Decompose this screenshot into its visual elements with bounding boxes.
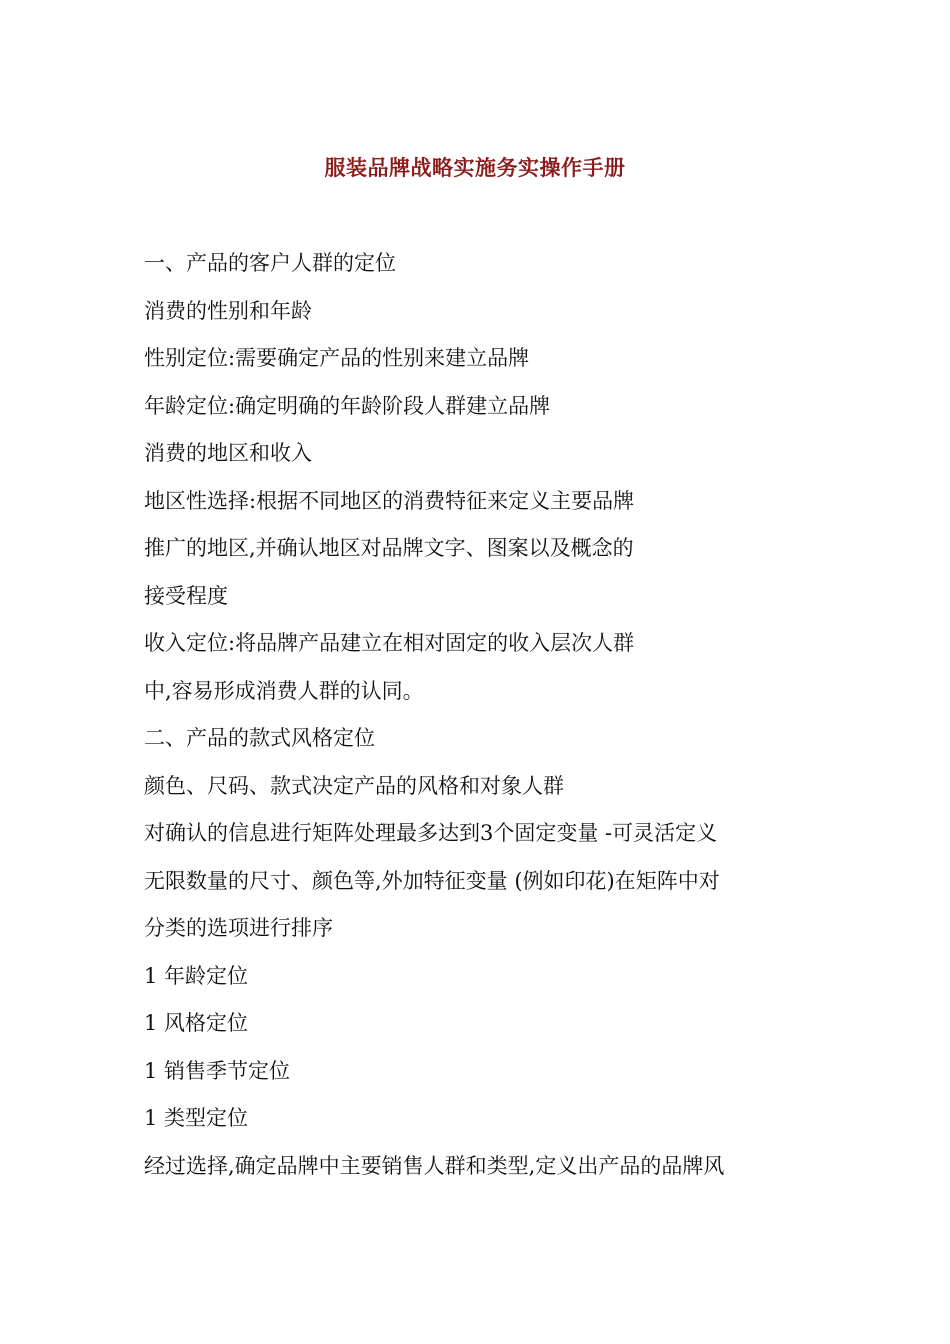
body-line: 颜色、尺码、款式决定产品的风格和对象人群 <box>144 773 564 798</box>
section-heading-1: 一、产品的客户人群的定位 <box>144 251 396 275</box>
body-line: 接受程度 <box>144 583 228 608</box>
list-item: 1 销售季节定位 <box>144 1058 291 1083</box>
body-line: 分类的选项进行排序 <box>144 916 333 940</box>
document-body <box>144 246 804 1196</box>
body-line: 经过选择,确定品牌中主要销售人群和类型,定义出产品的品牌风 <box>144 1153 725 1178</box>
body-line: 中,容易形成消费人群的认同。 <box>144 678 424 703</box>
list-item: 1 类型定位 <box>144 1106 249 1130</box>
body-line: 消费的性别和年龄 <box>144 298 312 323</box>
document-title: 服装品牌战略实施务实操作手册 <box>324 155 626 180</box>
body-line: 年龄定位:确定明确的年龄阶段人群建立品牌 <box>144 393 551 418</box>
list-item: 1 年龄定位 <box>144 963 249 988</box>
body-line: 对确认的信息进行矩阵处理最多达到3个固定变量 -可灵活定义 <box>144 821 718 845</box>
body-line: 消费的地区和收入 <box>144 441 312 465</box>
body-line: 性别定位:需要确定产品的性别来建立品牌 <box>144 346 530 370</box>
body-line: 无限数量的尺寸、颜色等,外加特征变量 (例如印花)在矩阵中对 <box>144 868 720 893</box>
body-line: 收入定位:将品牌产品建立在相对固定的收入层次人群 <box>144 631 635 655</box>
body-line: 地区性选择:根据不同地区的消费特征来定义主要品牌 <box>144 488 635 513</box>
body-line: 推广的地区,并确认地区对品牌文字、图案以及概念的 <box>144 536 634 560</box>
list-item: 1 风格定位 <box>144 1011 249 1035</box>
section-heading-2: 二、产品的款式风格定位 <box>144 726 375 750</box>
